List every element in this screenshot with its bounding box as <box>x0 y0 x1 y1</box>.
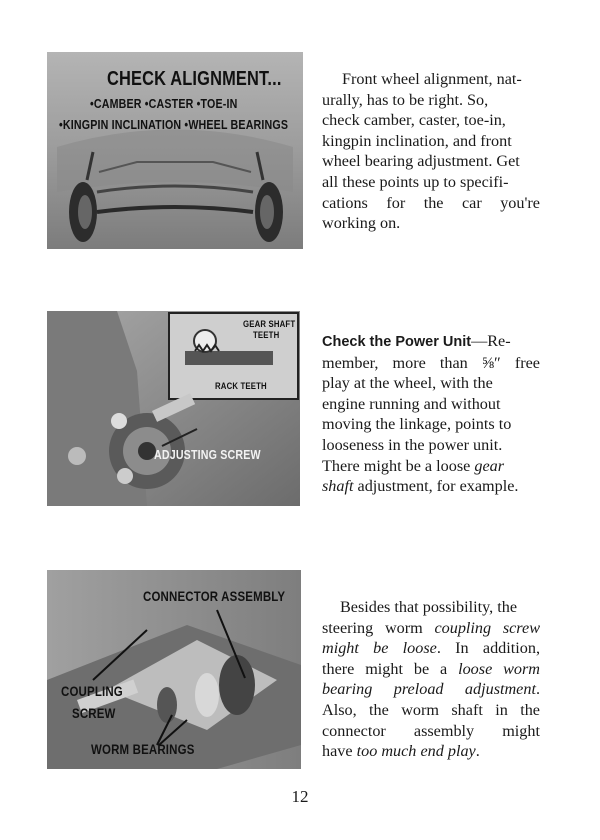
text-line: Front wheel alignment, nat- <box>342 70 522 88</box>
emphasis-text: gear <box>474 456 505 475</box>
text-line-part: adjustment, for example. <box>357 477 519 496</box>
label-gear-shaft: GEAR SHAFT <box>243 319 296 330</box>
text-line <box>322 456 540 477</box>
power-unit-photo <box>47 311 300 506</box>
text-line <box>322 476 540 497</box>
text-line-part: . <box>535 680 540 699</box>
text-line: Besides that possibility, the <box>340 598 518 616</box>
text-line: cations for the car you're <box>322 193 540 212</box>
alignment-caption-line-1: •CAMBER •CASTER •TOE-IN <box>90 96 238 111</box>
emphasis-text: shaft <box>322 477 354 496</box>
text-line: Also, the worm shaft in the <box>322 700 540 719</box>
text-line <box>322 679 540 700</box>
label-adjusting-screw: ADJUSTING SCREW <box>154 447 261 462</box>
text-line-part: There might be a loose <box>322 456 471 475</box>
text-line: kingpin inclination, and front <box>322 131 512 150</box>
text-line <box>322 618 540 639</box>
label-worm-bearings: WORM BEARINGS <box>91 741 195 757</box>
text-line-part: . <box>475 742 480 761</box>
label-connector-assembly: CONNECTOR ASSEMBLY <box>143 588 286 604</box>
label-coupling: COUPLING <box>61 683 123 699</box>
alignment-photo <box>47 52 303 249</box>
text-line-part: steering worm <box>322 618 423 637</box>
alignment-caption-title: CHECK ALIGNMENT... <box>107 68 282 90</box>
label-gear-shaft-teeth: TEETH <box>253 330 280 341</box>
connector-paragraph <box>322 597 540 762</box>
page-number: 12 <box>291 787 309 806</box>
text-line: looseness in the power unit. <box>322 435 503 454</box>
text-line-part: have <box>322 742 353 761</box>
text-line: wheel bearing adjustment. Get <box>322 152 520 171</box>
emphasis-text: bearing preload adjustment <box>322 680 536 699</box>
text-line: all these points up to specifi- <box>322 172 509 191</box>
section-heading: Check the Power Unit <box>322 334 472 350</box>
emphasis-text: might be loose <box>322 639 437 658</box>
alignment-caption-line-2: •KINGPIN INCLINATION •WHEEL BEARINGS <box>59 117 289 132</box>
text-line <box>322 741 540 762</box>
text-line-part: . In addition, <box>436 639 540 658</box>
text-line: moving the linkage, points to <box>322 415 512 434</box>
text-line-part: there might be a <box>322 659 448 678</box>
connector-assembly-photo <box>47 570 301 769</box>
text-line: engine running and without <box>322 394 501 413</box>
alignment-paragraph <box>322 69 540 234</box>
text-line: play at the wheel, with the <box>322 374 493 393</box>
label-screw: SCREW <box>72 705 116 721</box>
text-line <box>322 659 540 680</box>
text-line <box>322 638 540 659</box>
text-line: working on. <box>322 214 401 233</box>
emphasis-text: loose worm <box>458 659 540 678</box>
label-rack-teeth: RACK TEETH <box>215 381 267 392</box>
power-unit-paragraph <box>322 331 540 497</box>
text-line-part: —Re- <box>471 332 511 350</box>
emphasis-text: coupling screw <box>434 618 540 637</box>
text-line: check camber, caster, toe-in, <box>322 111 506 130</box>
text-line <box>322 331 540 353</box>
text-line: urally, has to be right. So, <box>322 90 489 109</box>
emphasis-text: too much end play <box>356 742 476 761</box>
text-line: connector assembly might <box>322 721 540 740</box>
text-line: member, more than ⅝″ free <box>322 353 540 372</box>
